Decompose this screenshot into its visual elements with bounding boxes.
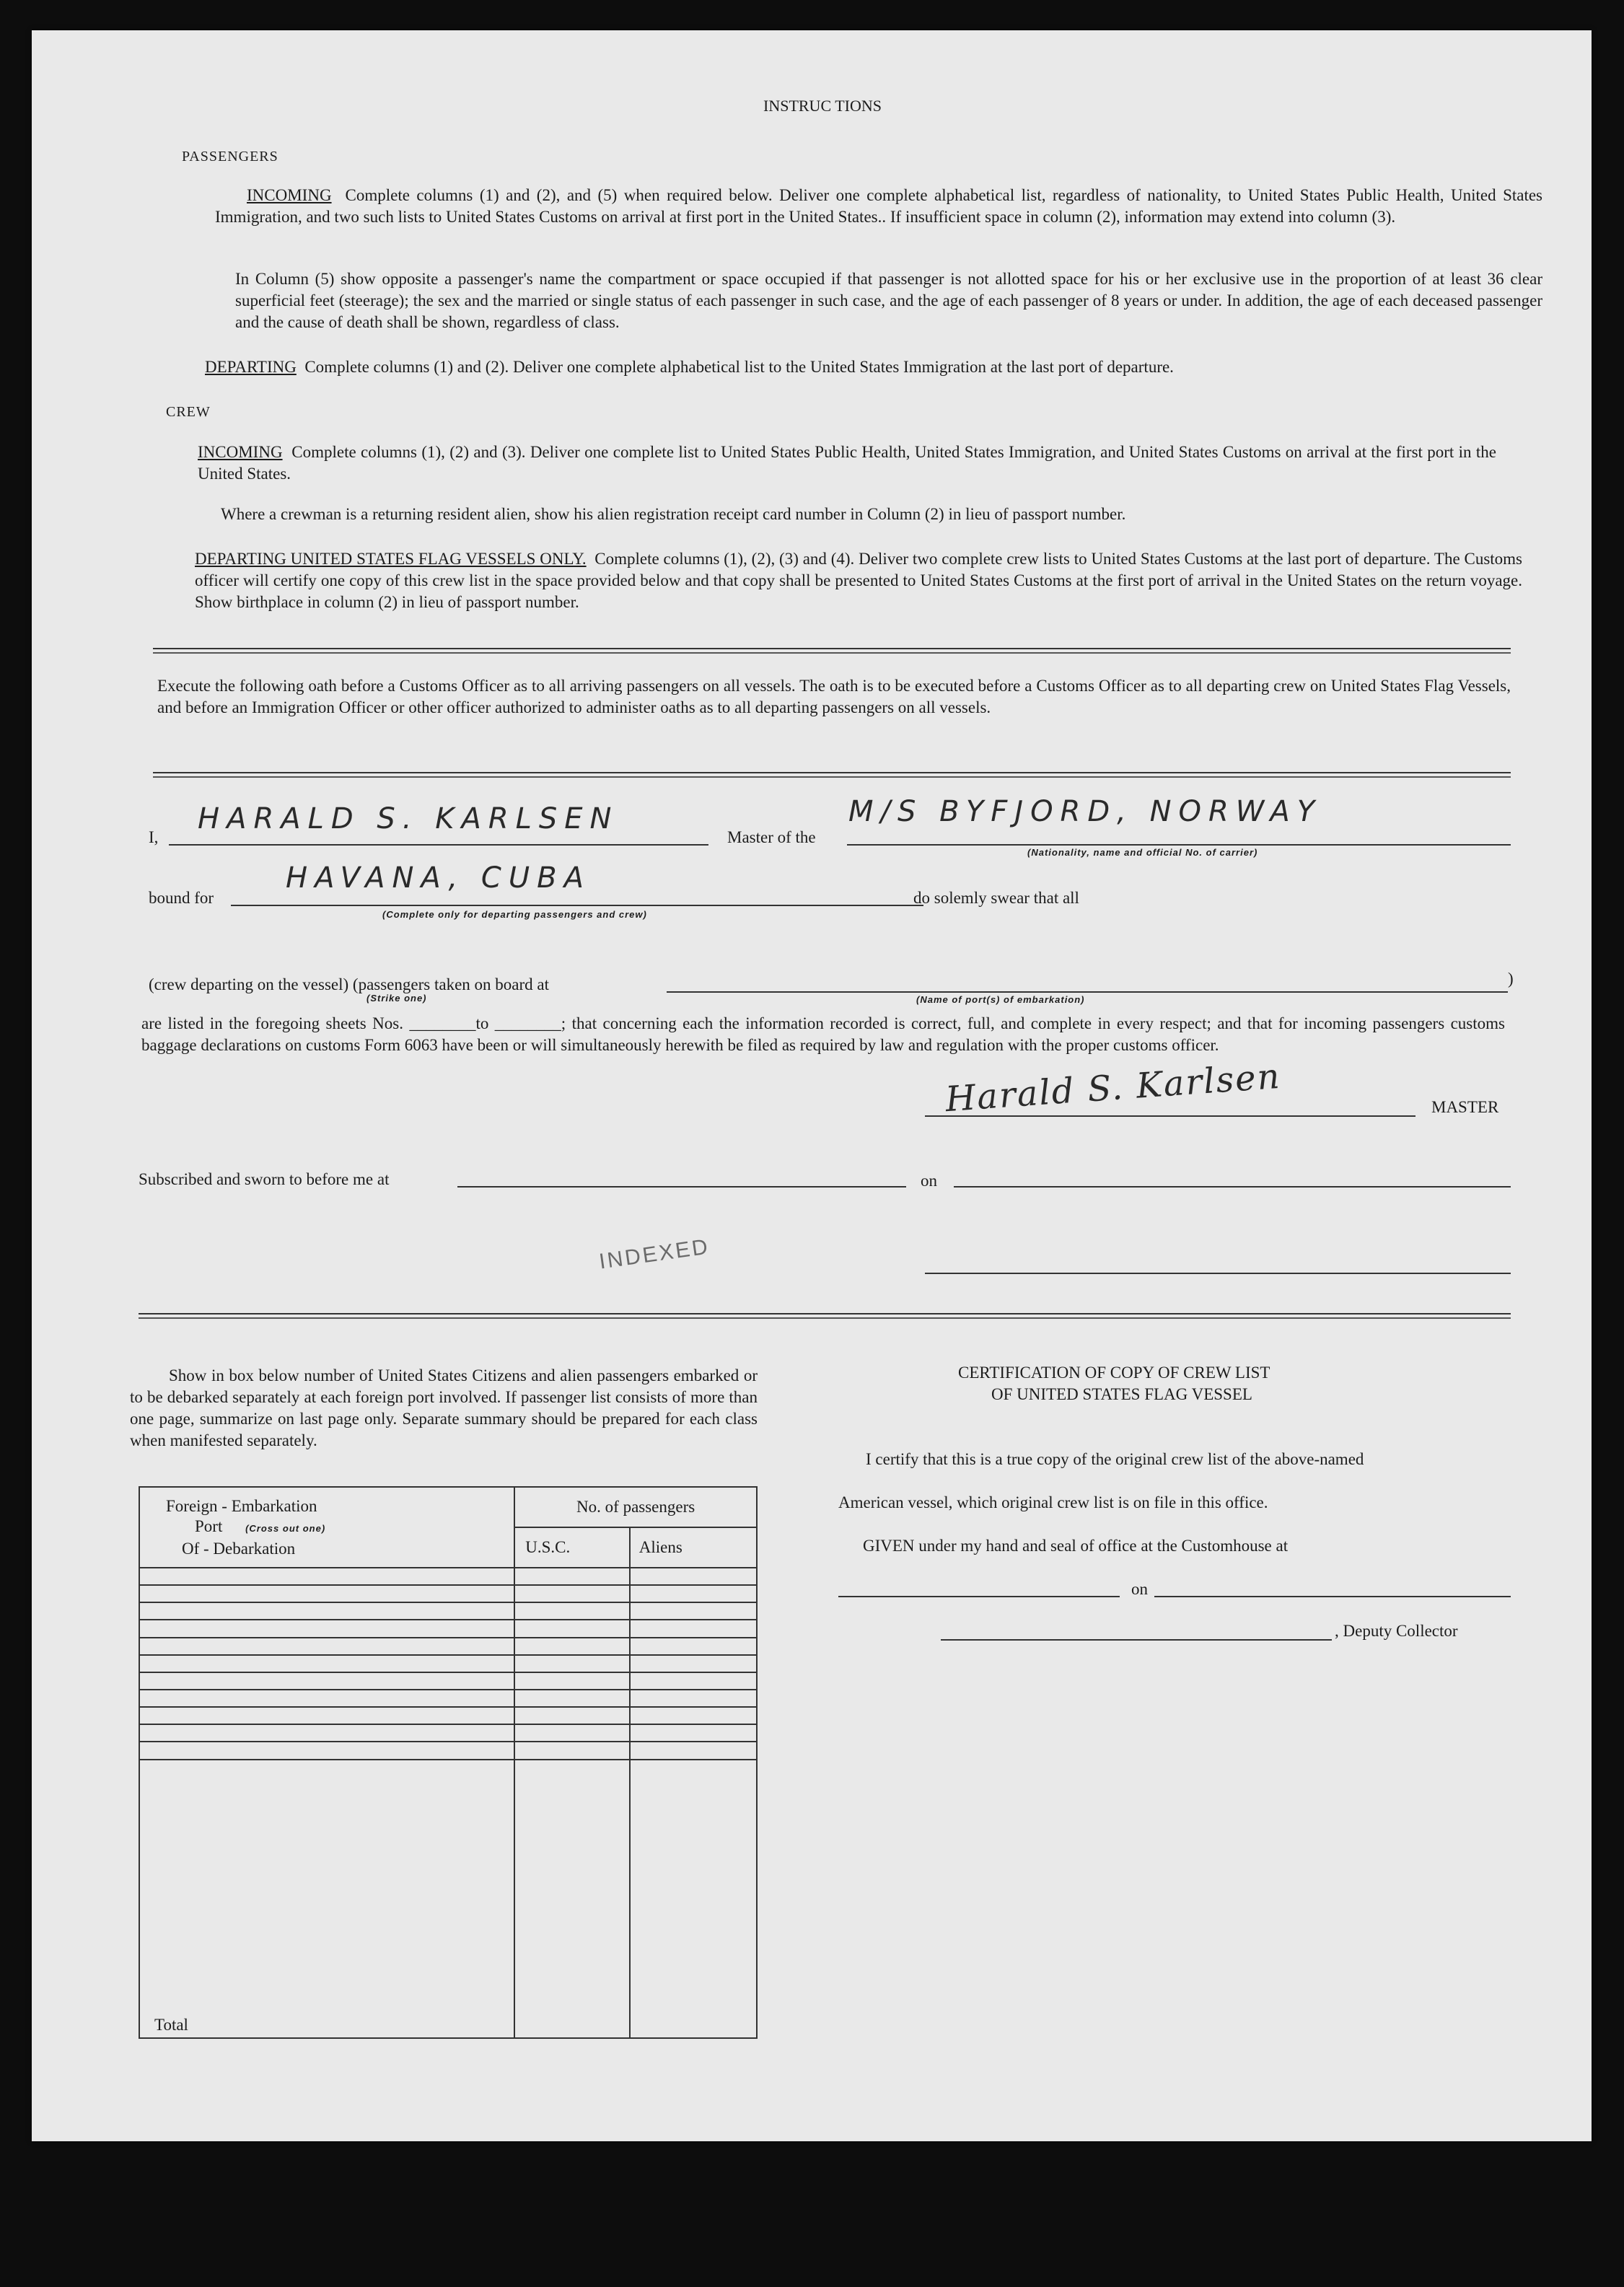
- given-line: GIVEN under my hand and seal of office at the Customhouse at: [863, 1537, 1289, 1555]
- summary-instruction: Show in box below number of United States Citizens and alien passengers embarked or to be debarked separately at each foreign port involved. If passenger list consists of more than one page, summarize on last page only. Separate summary should be prepared for each class when manifested separately.: [130, 1366, 758, 1449]
- port-header-line1: Foreign - Embarkation: [166, 1496, 317, 1515]
- oath-i-label: I,: [149, 828, 159, 846]
- port-header-line3: Of - Debarkation: [182, 1539, 296, 1558]
- passengers-departing-paragraph: [205, 356, 1547, 378]
- bound-for-label: bound for: [149, 889, 214, 907]
- destination-handwritten: HAVANA, CUBA: [286, 861, 591, 895]
- table-row: [139, 1568, 757, 1585]
- table-row: [139, 1655, 757, 1672]
- vessel-handwritten: M/S BYFJORD, NORWAY: [848, 795, 1322, 828]
- certification-on-label: on: [1131, 1580, 1148, 1598]
- divider-line: [153, 772, 1511, 778]
- crew-departing-paragraph: [195, 548, 1522, 613]
- usc-column-header: U.S.C.: [514, 1527, 630, 1568]
- total-row: [139, 1760, 757, 2038]
- certification-date-line: [1154, 1596, 1511, 1597]
- certify-line1: I certify that this is a true copy of the original crew list of the above-named: [866, 1450, 1364, 1468]
- table-row: [139, 1724, 757, 1742]
- subscribed-place-line: [457, 1186, 906, 1188]
- crew-departing-text: Complete columns (1), (2), (3) and (4). Deliver two complete crew lists to United States Customs at the last port of departure. The Customs officer will certify one copy of this crew list in the space provided below and that copy shall be presented to United States Customs at the first port of arrival in the United States on the return voyage. Show birthplace in column (2) in lieu of passport number.: [195, 550, 1522, 611]
- officer-signature-line: [925, 1273, 1511, 1274]
- listed-paragraph: are listed in the foregoing sheets Nos. ________to ________; that concerning each the information recorded is correct, full, and complete in every respect; and that for incoming passengers customs baggage declarations on customs Form 6063 have been or will simultaneously herewith be filed as required by law and regulation with the proper customs officer.: [141, 1014, 1505, 1054]
- passengers-incoming-paragraph: [215, 185, 1542, 228]
- vessel-caption: (Nationality, name and official No. of carrier): [1027, 847, 1258, 858]
- customhouse-place-line: [838, 1596, 1120, 1597]
- crew-incoming-text: Complete columns (1), (2) and (3). Deliver one complete list to United States Public Health, United States Immigration, and United States Customs on arrival at the first port in the United States.: [198, 443, 1497, 483]
- strike-one-caption: (Strike one): [367, 993, 427, 1004]
- table-row: [139, 1602, 757, 1620]
- destination-line: [231, 905, 923, 906]
- crew-resident-paragraph: Where a crewman is a returning resident alien, show his alien registration receipt card number in Column (2) in lieu of passport number.: [221, 505, 1126, 523]
- crew-incoming-paragraph: [198, 442, 1496, 485]
- deputy-collector-line: [941, 1639, 1332, 1641]
- swear-text: do solemly swear that all: [913, 889, 1079, 907]
- table-row: [139, 1585, 757, 1602]
- aliens-column-header: Aliens: [630, 1527, 757, 1568]
- master-signature: Harald S. Karlsen: [944, 1055, 1283, 1120]
- embarkation-port-line: [667, 991, 1508, 993]
- table-row: [139, 1620, 757, 1637]
- subscribed-date-line: [954, 1186, 1511, 1188]
- passengers-label: PASSENGERS: [182, 149, 278, 164]
- certification-title-line2: OF UNITED STATES FLAG VESSEL: [991, 1385, 1252, 1403]
- subscribed-label: Subscribed and sworn to before me at: [139, 1170, 390, 1188]
- crew-incoming-label: INCOMING: [198, 443, 283, 461]
- master-label: MASTER: [1431, 1098, 1499, 1116]
- document-page: [32, 30, 1592, 2141]
- table-row: [139, 1672, 757, 1690]
- passengers-departing-text: Complete columns (1) and (2). Deliver one complete alphabetical list to the United States Immigration at the last port of departure.: [304, 358, 1174, 376]
- port-column-header: [139, 1487, 514, 1568]
- table-row: [139, 1638, 757, 1655]
- port-header-line2: Port: [195, 1516, 223, 1535]
- passengers-incoming-text: Complete columns (1) and (2), and (5) when required below. Deliver one complete alphabetical list, regardless of nationality, to United States Public Health, United States Immigration, and two such lists to United States Customs on arrival at first port in the United States.. If insufficient space in column (2), information may extend into column (3).: [215, 186, 1543, 226]
- port-header-cross-out: (Cross out one): [245, 1522, 326, 1534]
- passengers-incoming-label: INCOMING: [247, 186, 332, 204]
- total-label: Total: [139, 1760, 514, 2038]
- destination-caption: (Complete only for departing passengers and crew): [382, 909, 647, 920]
- divider-line: [153, 648, 1511, 654]
- table-row: [139, 1707, 757, 1724]
- master-of-label: Master of the: [727, 828, 816, 846]
- certification-title-line1: CERTIFICATION OF COPY OF CREW LIST: [958, 1364, 1270, 1382]
- crew-label: CREW: [166, 404, 211, 420]
- page-title: INSTRUC TIONS: [763, 97, 882, 115]
- table-row: [139, 1690, 757, 1707]
- passenger-summary-table: [139, 1486, 758, 2039]
- ports-caption: (Name of port(s) of embarkation): [916, 994, 1085, 1005]
- certify-line2: American vessel, which original crew list is on file in this office.: [838, 1493, 1268, 1511]
- deputy-collector-label: , Deputy Collector: [1335, 1622, 1458, 1640]
- oath-instruction-paragraph: Execute the following oath before a Customs Officer as to all arriving passengers on all vessels. The oath is to be executed before a Customs Officer as to all departing crew on United States Flag Vessels, and before an Immigration Officer or other officer authorized to administer oaths as to all departing passengers on all vessels.: [157, 677, 1511, 716]
- passengers-column5-paragraph: In Column (5) show opposite a passenger's name the compartment or space occupied if that passenger is not allotted space for his or her exclusive use in the proportion of at least 36 clear superficial feet (steerage); the sex and the married or single status of each passenger in such case, and the age of each passenger of 8 years or under. In addition, the age of each deceased passenger and the cause of death shall be shown, regardless of class.: [235, 270, 1542, 331]
- divider-line: [139, 1313, 1511, 1319]
- table-row: [139, 1742, 757, 1759]
- passengers-departing-label: DEPARTING: [205, 358, 297, 376]
- crew-departing-label: DEPARTING UNITED STATES FLAG VESSELS ONLY.: [195, 550, 587, 568]
- crew-passengers-text: (crew departing on the vessel) (passengers taken on board at: [149, 975, 549, 993]
- master-name-line: [169, 844, 708, 846]
- passengers-count-header: No. of passengers: [514, 1487, 757, 1527]
- vessel-line: [847, 844, 1511, 846]
- master-name-handwritten: HARALD S. KARLSEN: [198, 802, 619, 835]
- indexed-stamp: INDEXED: [597, 1234, 711, 1274]
- subscribed-on-label: on: [921, 1172, 937, 1190]
- close-paren: ): [1508, 970, 1514, 988]
